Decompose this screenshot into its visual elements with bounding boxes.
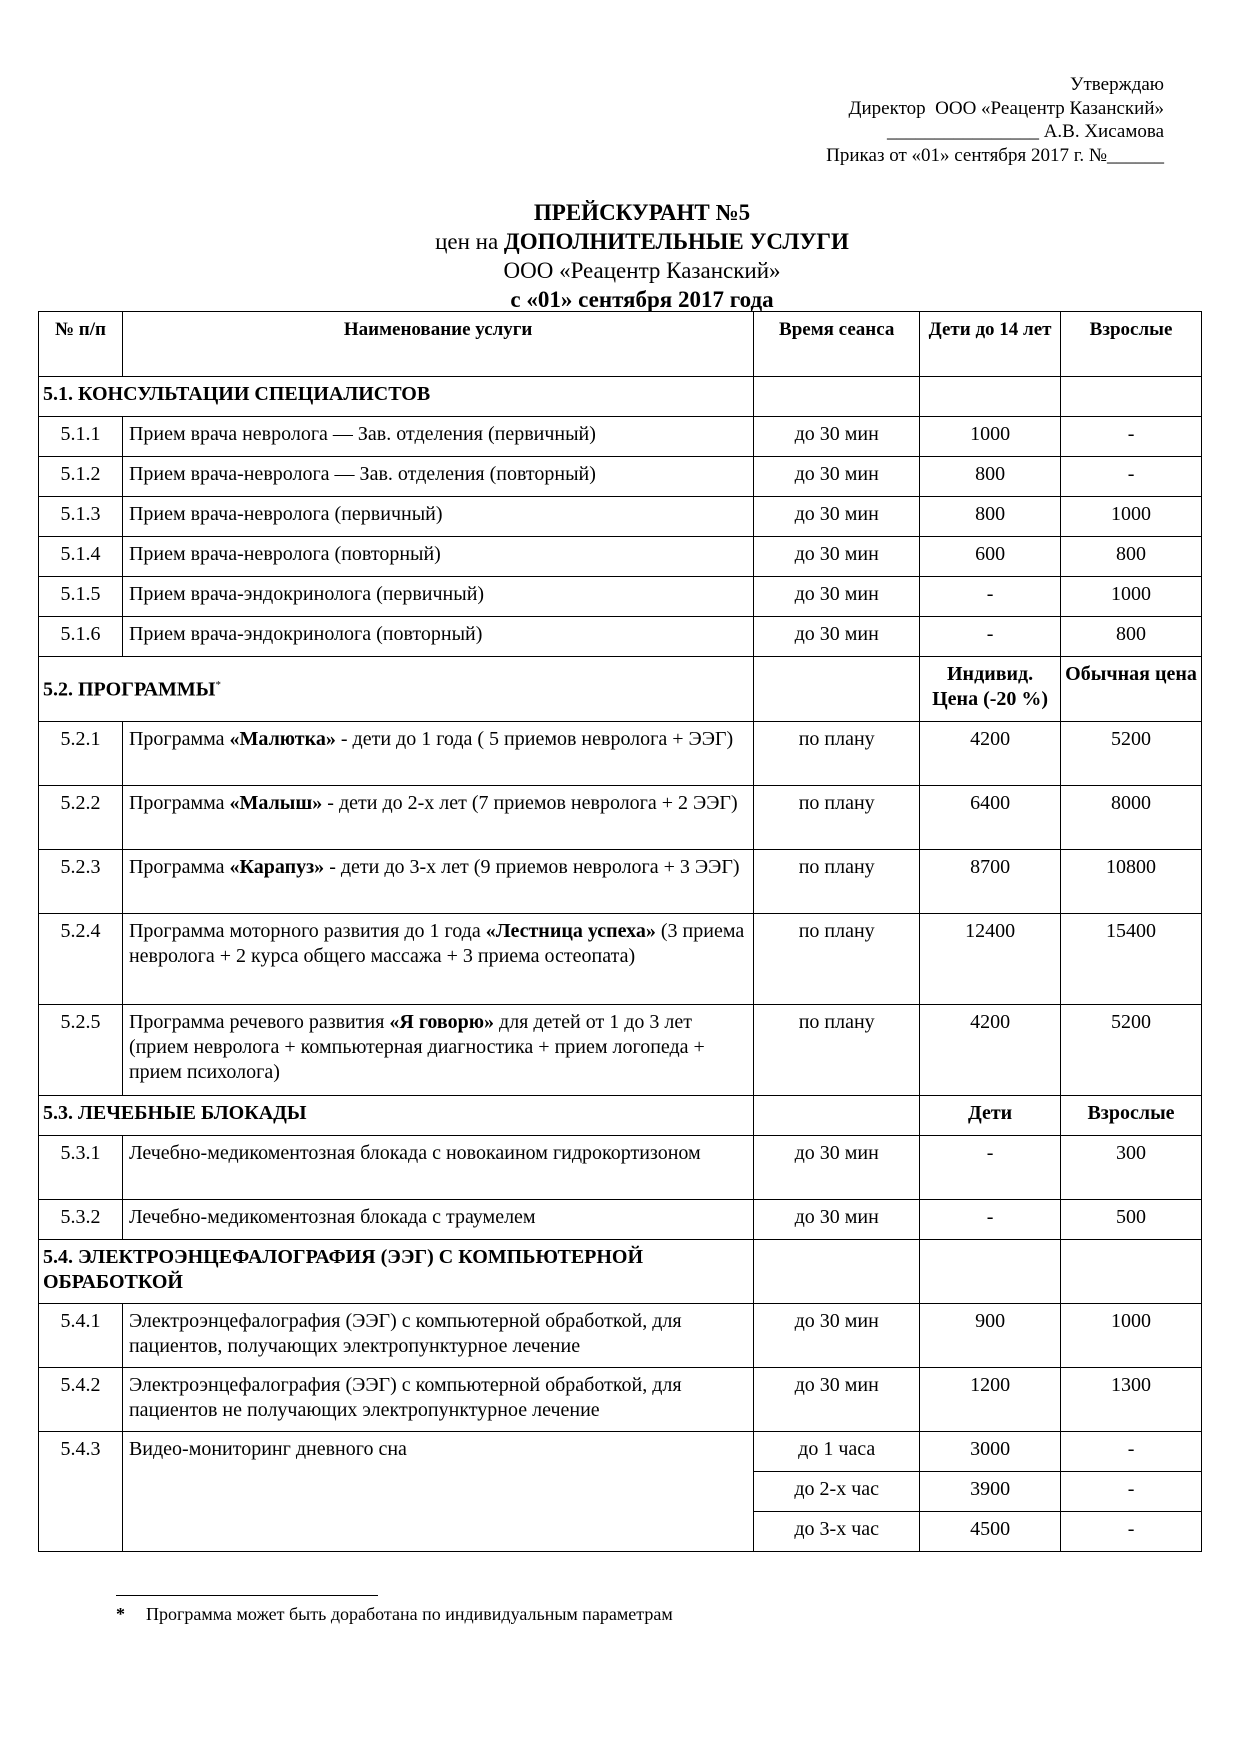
price-kids: 12400 (920, 914, 1061, 1005)
footnote-mark: * (116, 1604, 125, 1624)
program-name-pre: Программа (128, 856, 230, 878)
section-row (39, 1096, 1202, 1136)
price-kids: 4200 (920, 1005, 1061, 1096)
session-time: до 1 часа (754, 1432, 920, 1472)
price-adults: - (1061, 1472, 1202, 1512)
service-name (122, 850, 753, 914)
table-row (39, 537, 1202, 577)
service-name: Прием врача невролога — Зав. отделения (первичный) (122, 417, 753, 457)
price-adults: 1000 (1061, 497, 1202, 537)
section-row (39, 657, 1202, 722)
session-time: по плану (754, 914, 920, 1005)
price-adults: 5200 (1061, 1005, 1202, 1096)
header-num: № п/п (39, 312, 123, 377)
service-name: Прием врача-эндокринолога (первичный) (122, 577, 753, 617)
footnote (116, 1602, 673, 1626)
table-row (39, 457, 1202, 497)
footnote-text: Программа может быть доработана по индивидуальным параметрам (146, 1604, 673, 1624)
section-row (39, 1240, 1202, 1304)
section-empty-cell (754, 377, 920, 417)
session-time: до 30 мин (754, 1304, 920, 1368)
table-row (39, 786, 1202, 850)
price-kids: 4500 (920, 1512, 1061, 1552)
footnote-divider (116, 1595, 378, 1596)
session-time: по плану (754, 1005, 920, 1096)
section-row (39, 377, 1202, 417)
program-name-bold: «Лестница успеха» (485, 920, 656, 942)
program-name-pre: Программа (128, 728, 230, 750)
header-time: Время сеанса (754, 312, 920, 377)
service-name (122, 786, 753, 850)
row-number: 5.1.1 (39, 417, 123, 457)
row-number: 5.2.1 (39, 722, 123, 786)
row-number: 5.1.3 (39, 497, 123, 537)
session-time: до 30 мин (754, 1136, 920, 1200)
table-row (39, 577, 1202, 617)
price-adults: 800 (1061, 617, 1202, 657)
program-name-post: (3 приема невролога + 2 курса общего массажа + 3 приема остеопата) (128, 920, 745, 967)
table-row (39, 1368, 1202, 1432)
price-adults: 300 (1061, 1136, 1202, 1200)
title-line-3: ООО «Реацентр Казанский» (503, 258, 781, 283)
section-empty-cell (754, 1096, 920, 1136)
service-name: Прием врача-эндокринолога (повторный) (122, 617, 753, 657)
program-name-post: для детей от 1 до 3 лет (прием невролога + компьютерная диагностика + прием логопеда + прием психолога) (128, 1011, 705, 1083)
price-adults: 10800 (1061, 850, 1202, 914)
row-number: 5.4.2 (39, 1368, 123, 1432)
table-row (39, 1432, 1202, 1472)
price-kids: 3000 (920, 1432, 1061, 1472)
session-time: до 30 мин (754, 537, 920, 577)
row-number: 5.3.2 (39, 1200, 123, 1240)
session-time: до 30 мин (754, 417, 920, 457)
price-kids: 6400 (920, 786, 1061, 850)
price-kids: 900 (920, 1304, 1061, 1368)
row-number: 5.1.5 (39, 577, 123, 617)
section-title: 5.1. КОНСУЛЬТАЦИИ СПЕЦИАЛИСТОВ (39, 377, 754, 417)
price-kids: - (920, 1136, 1061, 1200)
price-adults: 800 (1061, 537, 1202, 577)
price-adults: 15400 (1061, 914, 1202, 1005)
section-col-adults (1061, 1240, 1202, 1304)
service-name (122, 1005, 753, 1096)
table-row (39, 722, 1202, 786)
row-number: 5.1.2 (39, 457, 123, 497)
program-name-bold: «Карапуз» (229, 856, 325, 878)
table-row (39, 617, 1202, 657)
session-time: до 2-х час (754, 1472, 920, 1512)
program-name-post: - дети до 2-х лет (7 приемов невролога + 2 ЭЭГ) (322, 792, 738, 814)
session-time: по плану (754, 722, 920, 786)
section-col-kids: Индивид. Цена (-20 %) (920, 657, 1061, 722)
price-kids: 3900 (920, 1472, 1061, 1512)
table-row (39, 1136, 1202, 1200)
section-col-adults: Взрослые (1061, 1096, 1202, 1136)
session-time: до 30 мин (754, 1200, 920, 1240)
service-name: Электроэнцефалография (ЭЭГ) с компьютерной обработкой, для пациентов не получающих электропунктурное лечение (122, 1368, 753, 1432)
document-title (0, 198, 1239, 314)
session-time: до 30 мин (754, 497, 920, 537)
title-line-4: с «01» сентября 2017 года (510, 287, 774, 312)
table-row (39, 914, 1202, 1005)
row-number: 5.2.4 (39, 914, 123, 1005)
price-adults: 8000 (1061, 786, 1202, 850)
title-line-2 (0, 227, 1239, 256)
row-number: 5.2.5 (39, 1005, 123, 1096)
section-empty-cell (754, 657, 920, 722)
section-col-adults: Обычная цена (1061, 657, 1202, 722)
service-name (122, 722, 753, 786)
approval-director: Директор ООО «Реацентр Казанский» (848, 97, 1164, 119)
section-title: 5.2. ПРОГРАММЫ* (39, 657, 754, 722)
service-name: Лечебно-медикоментозная блокада с траумелем (122, 1200, 753, 1240)
price-adults: 500 (1061, 1200, 1202, 1240)
row-number: 5.3.1 (39, 1136, 123, 1200)
header-adults: Взрослые (1061, 312, 1202, 377)
approval-block (826, 73, 1164, 167)
section-title: 5.3. ЛЕЧЕБНЫЕ БЛОКАДЫ (39, 1096, 754, 1136)
session-time: до 30 мин (754, 457, 920, 497)
session-time: до 30 мин (754, 577, 920, 617)
header-name: Наименование услуги (122, 312, 753, 377)
row-number: 5.2.3 (39, 850, 123, 914)
section-empty-cell (754, 1240, 920, 1304)
price-adults: 1300 (1061, 1368, 1202, 1432)
price-adults: - (1061, 457, 1202, 497)
program-name-bold: «Малыш» (229, 792, 323, 814)
table-row (39, 1005, 1202, 1096)
section-footnote-mark: * (215, 678, 221, 691)
row-number: 5.4.3 (39, 1432, 123, 1552)
price-kids: 600 (920, 537, 1061, 577)
price-adults: - (1061, 1512, 1202, 1552)
table-row (39, 497, 1202, 537)
title-line-2-prefix: цен на (435, 229, 504, 254)
section-col-kids (920, 377, 1061, 417)
table-row (39, 417, 1202, 457)
price-kids: - (920, 1200, 1061, 1240)
price-kids: 8700 (920, 850, 1061, 914)
approval-signature: ________________ А.В. Хисамова (886, 121, 1164, 142)
service-name: Прием врача-невролога — Зав. отделения (повторный) (122, 457, 753, 497)
price-adults: 1000 (1061, 1304, 1202, 1368)
table-header-row (39, 312, 1202, 377)
price-kids: 800 (920, 497, 1061, 537)
price-kids: 4200 (920, 722, 1061, 786)
service-name: Электроэнцефалография (ЭЭГ) с компьютерной обработкой, для пациентов, получающих электропунктурное лечение (122, 1304, 753, 1368)
price-kids: - (920, 577, 1061, 617)
section-col-kids: Дети (920, 1096, 1061, 1136)
service-name: Прием врача-невролога (повторный) (122, 537, 753, 577)
row-number: 5.4.1 (39, 1304, 123, 1368)
title-line-2-bold: ДОПОЛНИТЕЛЬНЫЕ УСЛУГИ (503, 229, 849, 254)
table-row (39, 850, 1202, 914)
price-adults: 5200 (1061, 722, 1202, 786)
row-number: 5.1.6 (39, 617, 123, 657)
price-kids: 1000 (920, 417, 1061, 457)
price-adults: - (1061, 1432, 1202, 1472)
session-time: до 30 мин (754, 617, 920, 657)
program-name-pre: Программа моторного развития до 1 года (128, 920, 486, 942)
service-name: Видео-мониторинг дневного сна (122, 1432, 753, 1552)
session-time: до 3-х час (754, 1512, 920, 1552)
session-time: по плану (754, 850, 920, 914)
service-name: Прием врача-невролога (первичный) (122, 497, 753, 537)
section-col-adults (1061, 377, 1202, 417)
price-adults: - (1061, 417, 1202, 457)
price-kids: - (920, 617, 1061, 657)
program-name-bold: «Я говорю» (389, 1011, 495, 1033)
service-name: Лечебно-медикоментозная блокада с новокаином гидрокортизоном (122, 1136, 753, 1200)
price-adults: 1000 (1061, 577, 1202, 617)
title-line-1: ПРЕЙСКУРАНТ №5 (533, 200, 751, 225)
row-number: 5.1.4 (39, 537, 123, 577)
approval-title: Утверждаю (1070, 74, 1164, 95)
service-name (122, 914, 753, 1005)
program-name-pre: Программа (128, 792, 230, 814)
program-name-post: - дети до 1 года ( 5 приемов невролога + ЭЭГ) (335, 728, 734, 750)
table-row (39, 1304, 1202, 1368)
price-kids: 1200 (920, 1368, 1061, 1432)
section-col-kids (920, 1240, 1061, 1304)
price-kids: 800 (920, 457, 1061, 497)
session-time: до 30 мин (754, 1368, 920, 1432)
section-title: 5.4. ЭЛЕКТРОЭНЦЕФАЛОГРАФИЯ (ЭЭГ) С КОМПЬЮТЕРНОЙ ОБРАБОТКОЙ (39, 1240, 754, 1304)
row-number: 5.2.2 (39, 786, 123, 850)
session-time: по плану (754, 786, 920, 850)
program-name-bold: «Малютка» (229, 728, 336, 750)
program-name-pre: Программа речевого развития (128, 1011, 390, 1033)
table-row (39, 1200, 1202, 1240)
program-name-post: - дети до 3-х лет (9 приемов невролога + 3 ЭЭГ) (324, 856, 740, 878)
approval-order: Приказ от «01» сентября 2017 г. №______ (826, 144, 1164, 166)
header-kids: Дети до 14 лет (920, 312, 1061, 377)
price-table (38, 311, 1202, 1552)
